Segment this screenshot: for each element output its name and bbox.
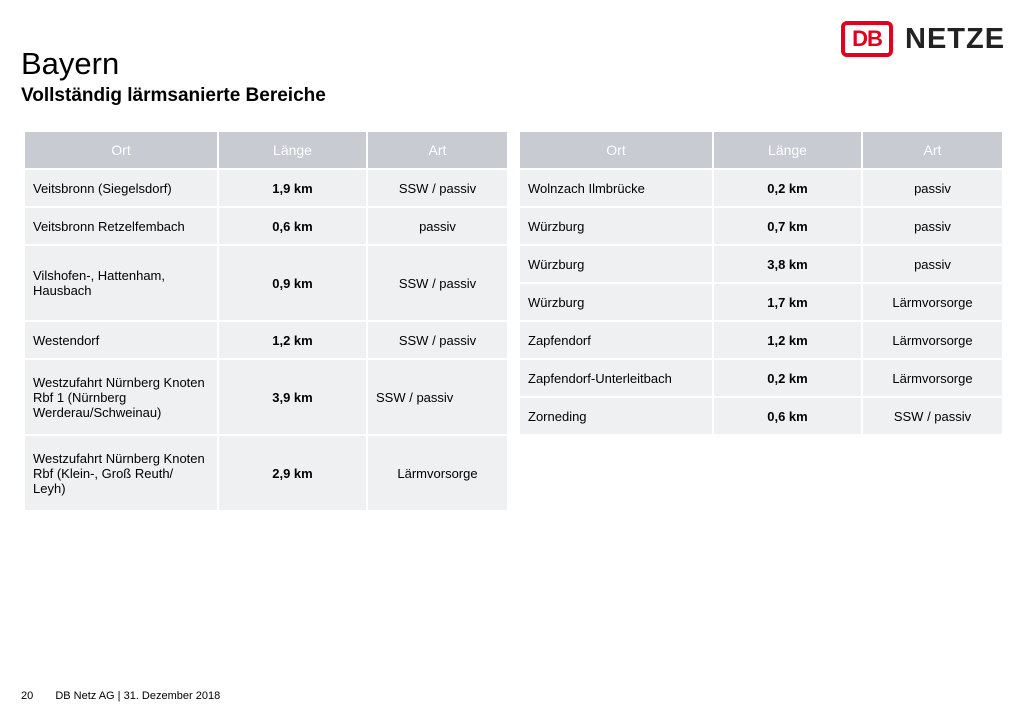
cell-laenge: 2,9 km [219,436,366,510]
cell-laenge: 0,9 km [219,246,366,320]
page-subtitle: Vollständig lärmsanierte Bereiche [21,85,326,106]
cell-art: Lärmvorsorge [863,284,1002,320]
table-row [25,208,507,244]
footer [21,690,220,702]
table-left [23,130,509,512]
cell-art: passiv [368,208,507,244]
cell-ort: Vilshofen-, Hattenham, Hausbach [25,246,217,320]
table-row [25,360,507,434]
cell-art: Lärmvorsorge [863,360,1002,396]
table-row [25,246,507,320]
column-header-art: Art [368,132,507,168]
cell-laenge: 1,2 km [714,322,861,358]
cell-ort: Zorneding [520,398,712,434]
cell-laenge: 1,9 km [219,170,366,206]
column-header-ort: Ort [520,132,712,168]
cell-ort: Würzburg [520,208,712,244]
cell-ort: Zapfendorf [520,322,712,358]
cell-art: passiv [863,208,1002,244]
column-header-laenge: Länge [219,132,366,168]
footer-text: DB Netz AG | 31. Dezember 2018 [55,690,221,702]
cell-art: passiv [863,246,1002,282]
table-row [25,170,507,206]
cell-ort: Veitsbronn (Siegelsdorf) [25,170,217,206]
cell-art: SSW / passiv [368,322,507,358]
cell-laenge: 3,9 km [219,360,366,434]
cell-art: passiv [863,170,1002,206]
cell-laenge: 0,6 km [714,398,861,434]
cell-laenge: 0,2 km [714,170,861,206]
cell-ort: Westzufahrt Nürnberg Knoten Rbf (Klein-, Groß Reuth/ Leyh) [25,436,217,510]
column-header-art: Art [863,132,1002,168]
table-row [520,208,1002,244]
table-row [25,322,507,358]
cell-laenge: 0,6 km [219,208,366,244]
cell-art: SSW / passiv [368,170,507,206]
table-row [520,360,1002,396]
cell-ort: Veitsbronn Retzelfembach [25,208,217,244]
page-number: 20 [21,690,34,702]
cell-ort: Westendorf [25,322,217,358]
column-header-ort: Ort [25,132,217,168]
table-row [520,170,1002,206]
cell-ort: Zapfendorf-Unterleitbach [520,360,712,396]
cell-laenge: 1,2 km [219,322,366,358]
netze-wordmark: NETZE [905,22,1006,55]
db-netze-logo [841,18,1005,60]
cell-art: Lärmvorsorge [368,436,507,510]
cell-art: Lärmvorsorge [863,322,1002,358]
cell-laenge: 3,8 km [714,246,861,282]
page-title: Bayern [21,46,120,81]
cell-ort: Würzburg [520,246,712,282]
table-row [25,436,507,510]
table-row [520,398,1002,434]
table-row [520,322,1002,358]
cell-ort: Westzufahrt Nürnberg Knoten Rbf 1 (Nürnberg Werderau/Schweinau) [25,360,217,434]
cell-laenge: 1,7 km [714,284,861,320]
cell-art: SSW / passiv [368,360,507,434]
cell-ort: Würzburg [520,284,712,320]
cell-laenge: 0,2 km [714,360,861,396]
cell-laenge: 0,7 km [714,208,861,244]
cell-art: SSW / passiv [863,398,1002,434]
column-header-laenge: Länge [714,132,861,168]
db-logo-box: DB [841,21,893,57]
cell-ort: Wolnzach Ilmbrücke [520,170,712,206]
table-row [520,284,1002,320]
cell-art: SSW / passiv [368,246,507,320]
table-row [520,246,1002,282]
table-right [518,130,1004,436]
